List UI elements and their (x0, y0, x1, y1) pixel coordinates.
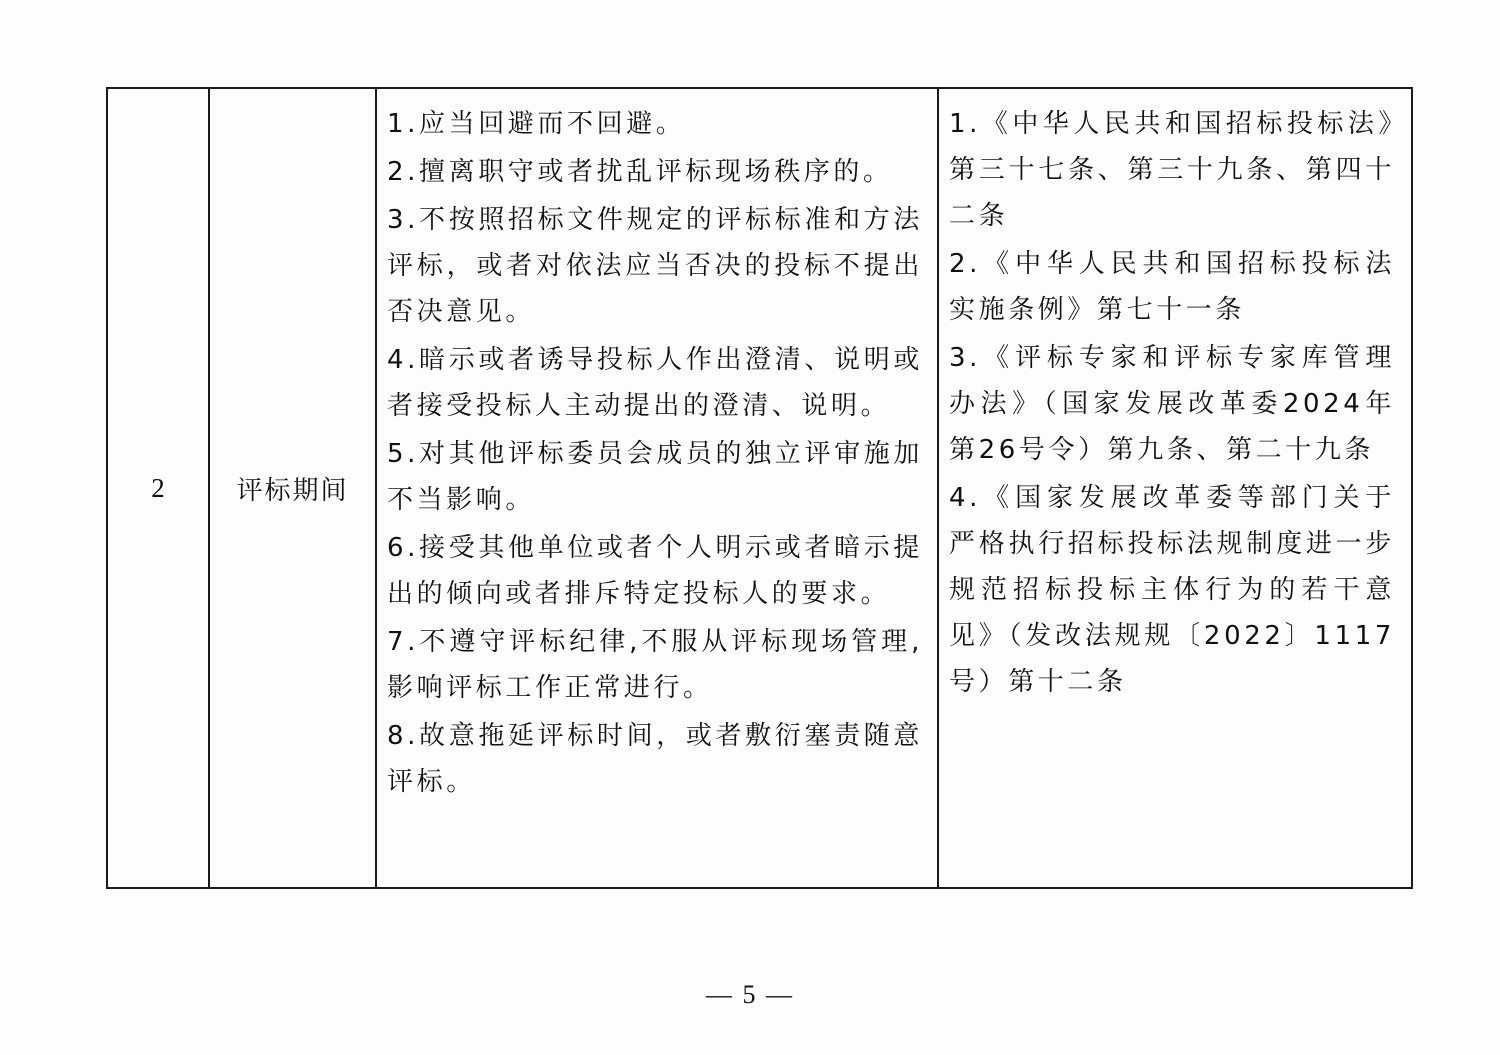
regulation-table (106, 87, 1413, 889)
phase-cell (210, 89, 377, 887)
behavior-item-1: 1.应当回避而不回避。 (387, 109, 686, 139)
behaviors-cell (377, 89, 939, 887)
legal-basis-item-3: 3.《评标专家和评标专家库管理办法》（国家发展改革委2024年第26号令）第九条、第二十九条 (949, 343, 1395, 465)
row-number: 2 (151, 472, 165, 503)
legal-basis-item-2: 2.《中华人民共和国招标投标法实施条例》第七十一条 (949, 249, 1395, 325)
behavior-item-8: 8.故意拖延评标时间，或者敷衍塞责随意评标。 (387, 721, 923, 797)
row-number-cell (108, 89, 210, 887)
legal-basis-cell (939, 89, 1413, 887)
behavior-item-2: 2.擅离职守或者扰乱评标现场秩序的。 (387, 157, 893, 187)
behavior-item-6: 6.接受其他单位或者个人明示或者暗示提出的倾向或者排斥特定投标人的要求。 (387, 533, 923, 609)
behavior-item-3: 3.不按照招标文件规定的评标标准和方法评标，或者对依法应当否决的投标不提出否决意见。 (387, 205, 923, 327)
page-number: — 5 — (706, 980, 794, 1009)
legal-basis-item-4: 4.《国家发展改革委等部门关于严格执行招标投标法规制度进一步规范招标投标主体行为的若干意见》（发改法规规〔2022〕1117号）第十二条 (949, 483, 1395, 697)
behavior-item-4: 4.暗示或者诱导投标人作出澄清、说明或者接受投标人主动提出的澄清、说明。 (387, 345, 923, 421)
phase-label: 评标期间 (236, 475, 349, 506)
behavior-item-5: 5.对其他评标委员会成员的独立评审施加不当影响。 (387, 439, 923, 515)
legal-basis-item-1: 1.《中华人民共和国招标投标法》第三十七条、第三十九条、第四十二条 (949, 109, 1395, 231)
behavior-item-7: 7.不遵守评标纪律,不服从评标现场管理,影响评标工作正常进行。 (387, 627, 923, 703)
